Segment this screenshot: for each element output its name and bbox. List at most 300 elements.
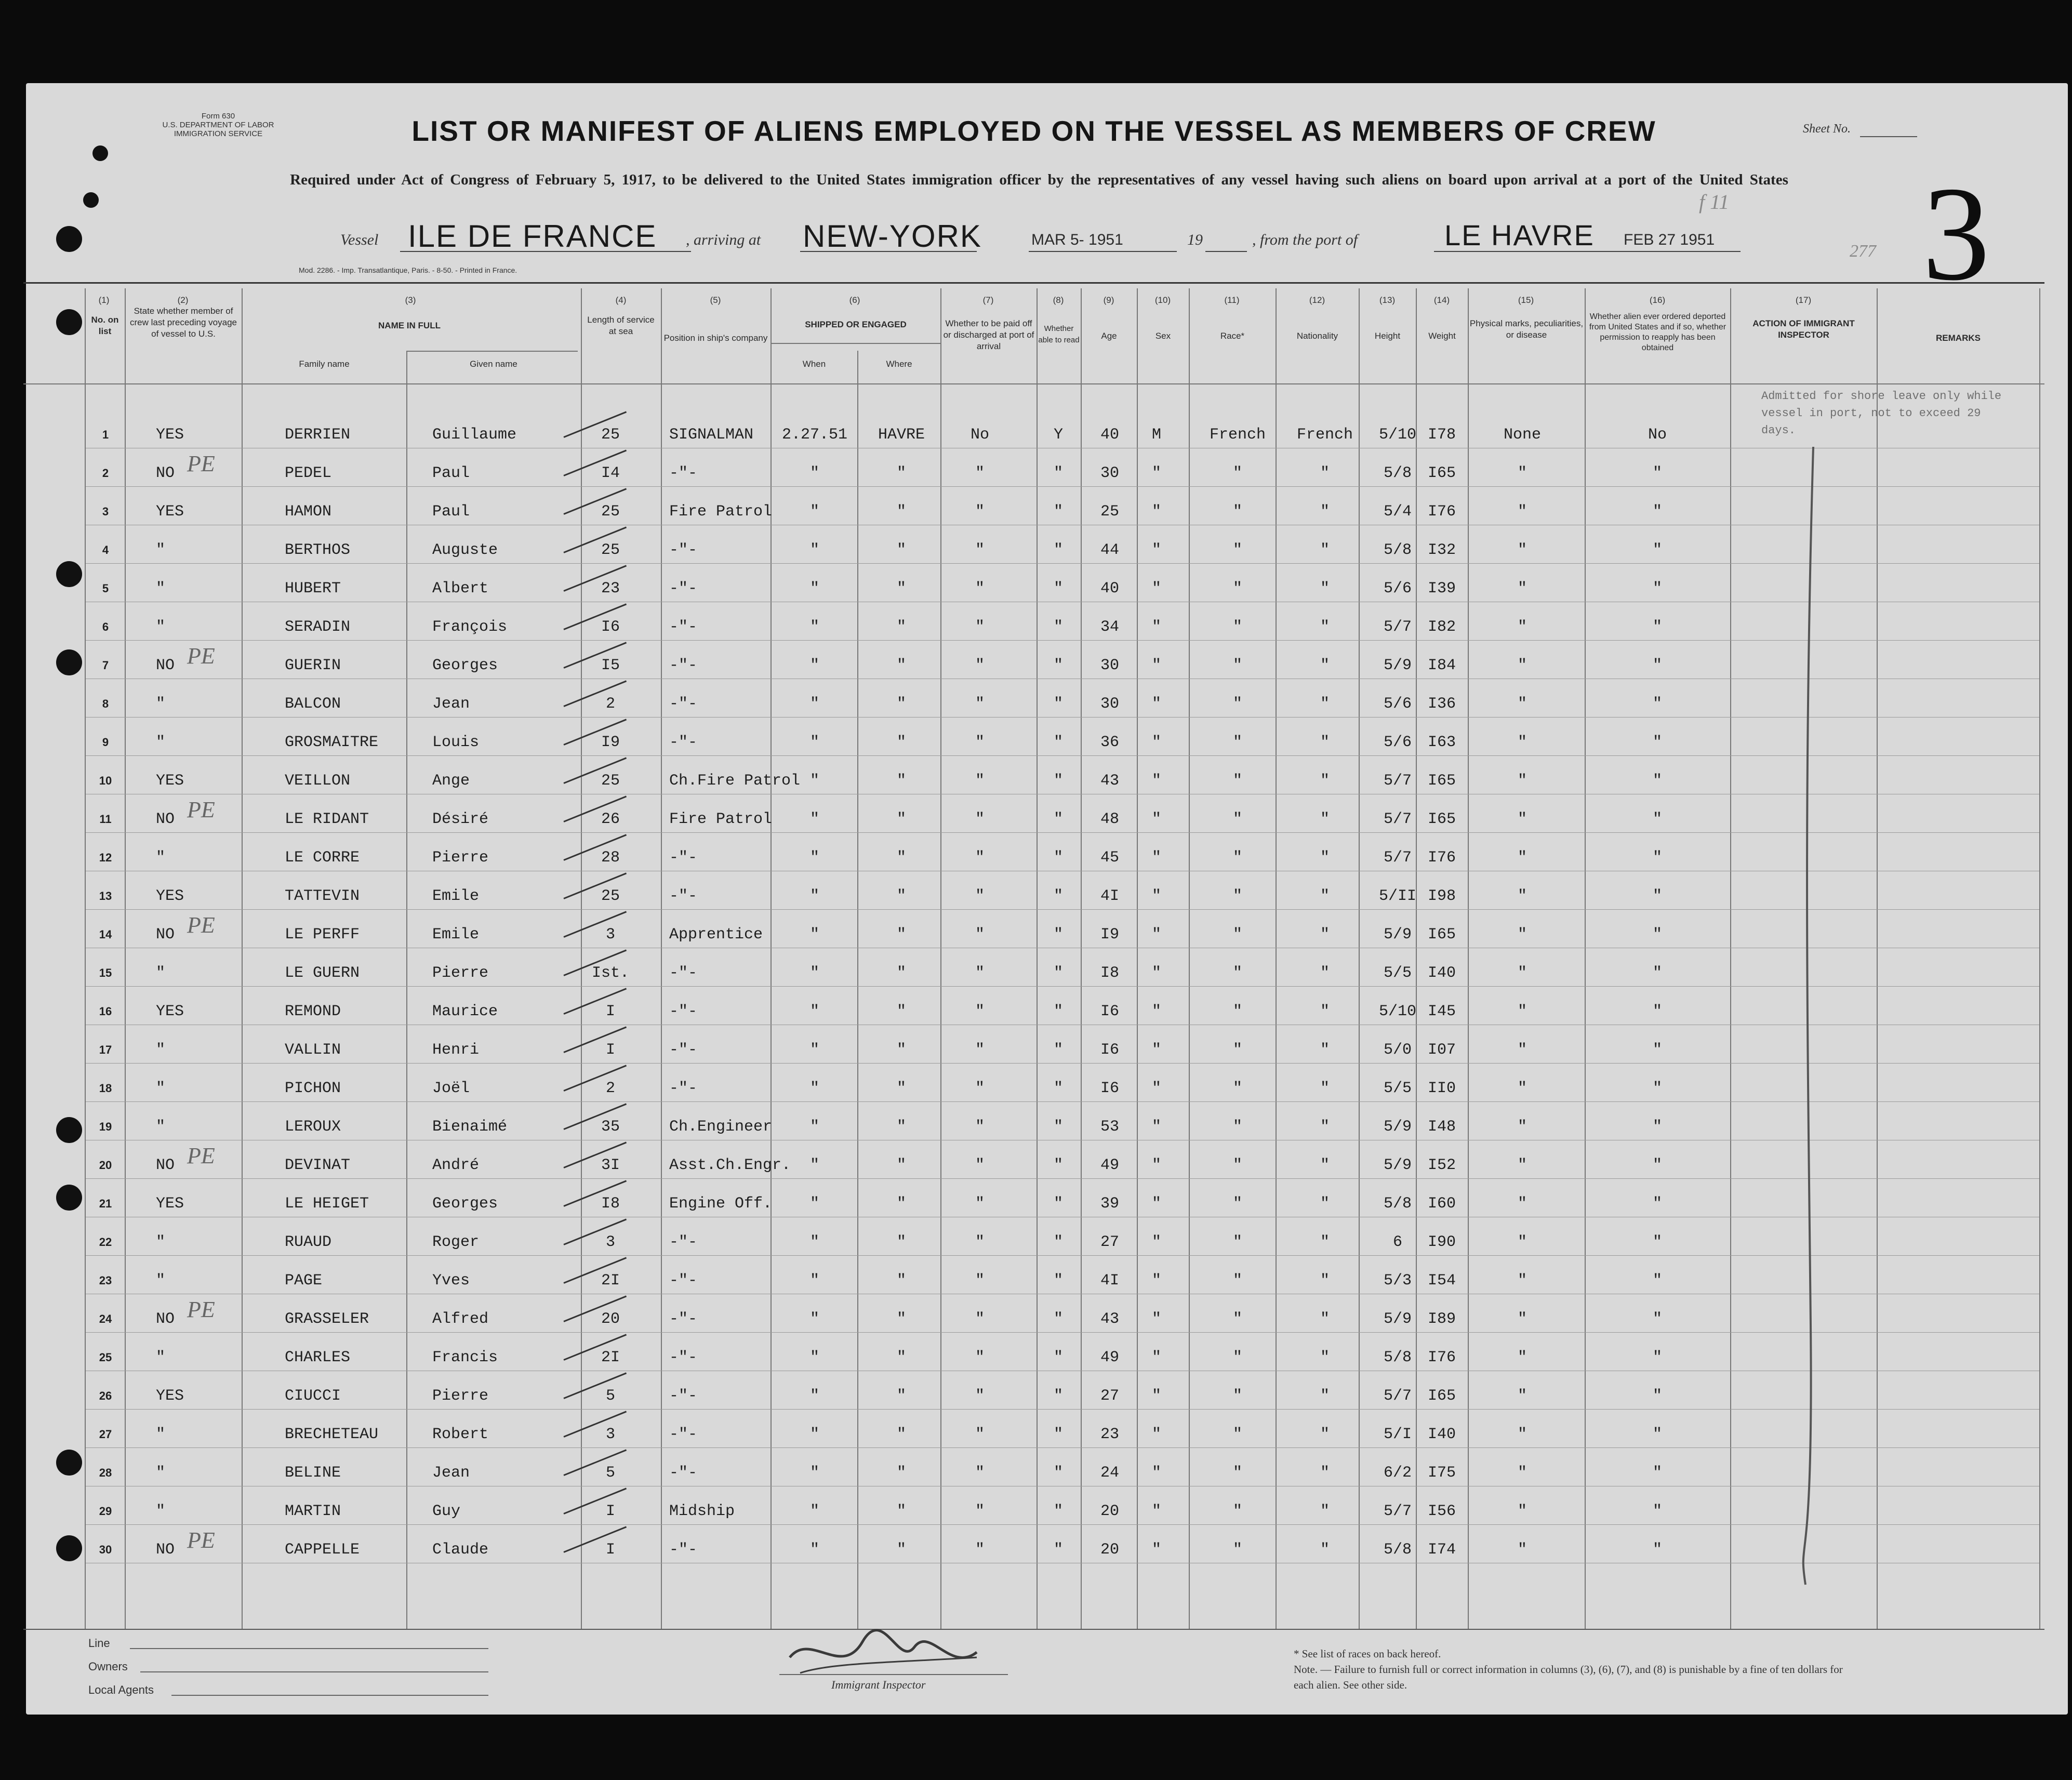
nationality: " — [1320, 1041, 1330, 1059]
age: 20 — [1100, 1541, 1120, 1559]
row-number: 10 — [99, 774, 112, 787]
member-status: " — [156, 1349, 166, 1366]
sex: " — [1151, 1387, 1162, 1405]
header-able-to-read: Whether able to read — [1038, 324, 1080, 344]
member-status: " — [156, 1503, 166, 1520]
shipped-where: " — [896, 541, 907, 559]
shipped-where: " — [896, 1426, 907, 1443]
age: 4I — [1100, 887, 1120, 905]
member-status: YES — [156, 426, 184, 444]
weight: I98 — [1427, 887, 1456, 905]
nationality: " — [1320, 1464, 1330, 1482]
line-field[interactable] — [130, 1648, 488, 1649]
family-name: CHARLES — [285, 1349, 351, 1366]
length-of-service: I9 — [601, 734, 620, 751]
family-name: LE GUERN — [285, 964, 360, 982]
given-name: Paul — [432, 503, 470, 521]
shipped-where: " — [896, 580, 907, 597]
able-to-read: " — [1053, 580, 1064, 597]
race: " — [1232, 887, 1243, 905]
weight: I84 — [1427, 657, 1456, 674]
weight: I82 — [1427, 618, 1456, 636]
family-name: BELINE — [285, 1464, 341, 1482]
deported: " — [1652, 1387, 1663, 1405]
length-of-service: 25 — [601, 772, 620, 790]
paid-off: " — [975, 1080, 985, 1097]
age: 23 — [1100, 1426, 1120, 1443]
row-number: 29 — [99, 1505, 112, 1518]
paid-off: " — [975, 1272, 985, 1290]
shipped-when: " — [809, 1233, 820, 1251]
nationality: " — [1320, 1195, 1330, 1213]
deported: " — [1652, 734, 1663, 751]
weight: I65 — [1427, 1387, 1456, 1405]
weight: I39 — [1427, 580, 1456, 597]
height: 6 — [1392, 1233, 1403, 1251]
deported: " — [1652, 618, 1663, 636]
family-name: LE RIDANT — [285, 811, 369, 828]
header-deported: Whether alien ever ordered deported from United States and if so, whether permission to reapply has been obtained — [1589, 312, 1726, 352]
weight: I36 — [1427, 695, 1456, 713]
age: I6 — [1100, 1080, 1120, 1097]
header-shipped-or-engaged: SHIPPED OR ENGAGED — [805, 320, 907, 329]
race: " — [1232, 1503, 1243, 1520]
given-name: Désiré — [432, 811, 489, 828]
length-of-service: I — [605, 1003, 616, 1020]
height: 5/6 — [1383, 695, 1412, 713]
length-of-service: I — [605, 1503, 616, 1520]
race: " — [1232, 541, 1243, 559]
able-to-read: " — [1053, 1503, 1064, 1520]
position: -"- — [669, 1464, 698, 1482]
shipped-where: " — [896, 1349, 907, 1366]
paid-off: " — [975, 1157, 985, 1174]
member-status: " — [156, 1080, 166, 1097]
length-of-service: 3 — [605, 1233, 616, 1251]
able-to-read: " — [1053, 1310, 1064, 1328]
height: 5/9 — [1383, 657, 1412, 674]
sex: " — [1151, 657, 1162, 674]
sex: " — [1151, 1541, 1162, 1559]
race: " — [1232, 849, 1243, 867]
able-to-read: " — [1053, 1080, 1064, 1097]
sheet-number-field[interactable] — [1860, 136, 1917, 137]
paid-off: " — [975, 1349, 985, 1366]
race: " — [1232, 1233, 1243, 1251]
position: -"- — [669, 1003, 698, 1020]
height: 5/I — [1383, 1426, 1412, 1443]
deported: " — [1652, 1003, 1663, 1020]
sex: " — [1151, 1041, 1162, 1059]
position: -"- — [669, 1233, 698, 1251]
shipped-when: " — [809, 1118, 820, 1136]
given-name: Emile — [432, 926, 480, 944]
race: " — [1232, 1118, 1243, 1136]
shipped-when: " — [809, 772, 820, 790]
able-to-read: " — [1053, 811, 1064, 828]
deported: " — [1652, 1195, 1663, 1213]
race: " — [1232, 1387, 1243, 1405]
sex: M — [1151, 426, 1162, 444]
position: Ch.Engineer — [669, 1118, 773, 1136]
shipped-where: " — [896, 1464, 907, 1482]
length-of-service: 25 — [601, 426, 620, 444]
pencil-mark: f 11 — [1699, 190, 1730, 214]
paid-off: " — [975, 887, 985, 905]
sex: " — [1151, 541, 1162, 559]
able-to-read: " — [1053, 618, 1064, 636]
sex: " — [1151, 1349, 1162, 1366]
paid-off: " — [975, 811, 985, 828]
sex: " — [1151, 695, 1162, 713]
position: Fire Patrol — [669, 811, 773, 828]
header-age: Age — [1101, 331, 1117, 341]
age: 49 — [1100, 1157, 1120, 1174]
sex: " — [1151, 772, 1162, 790]
position: -"- — [669, 1310, 698, 1328]
position: -"- — [669, 849, 698, 867]
height: 5/8 — [1383, 1541, 1412, 1559]
member-status: " — [156, 964, 166, 982]
shipped-where: " — [896, 1003, 907, 1020]
paid-off: " — [975, 1426, 985, 1443]
shipped-when: " — [809, 1195, 820, 1213]
nationality: " — [1320, 657, 1330, 674]
member-status: YES — [156, 1003, 184, 1020]
paid-off: " — [975, 1387, 985, 1405]
row-number: 21 — [99, 1197, 112, 1210]
paid-off: " — [975, 964, 985, 982]
shipped-when: " — [809, 1157, 820, 1174]
family-name: GUERIN — [285, 657, 341, 674]
physical-marks: " — [1517, 695, 1528, 713]
shipped-when: " — [809, 657, 820, 674]
given-name: Emile — [432, 887, 480, 905]
member-status: " — [156, 1118, 166, 1136]
shipped-when: " — [809, 1541, 820, 1559]
pe-annotation: PE — [187, 912, 215, 938]
header-family-name: Family name — [299, 359, 350, 369]
weight: I07 — [1427, 1041, 1456, 1059]
row-number: 18 — [99, 1082, 112, 1095]
deported: " — [1652, 1157, 1663, 1174]
physical-marks: " — [1517, 887, 1528, 905]
physical-marks: None — [1503, 426, 1542, 444]
position: -"- — [669, 1272, 698, 1290]
height: 5/9 — [1383, 1157, 1412, 1174]
nationality: " — [1320, 580, 1330, 597]
paid-off: " — [975, 772, 985, 790]
position: -"- — [669, 964, 698, 982]
header-physical-marks: Physical marks, peculiarities, or disease — [1469, 318, 1584, 340]
age: 43 — [1100, 1310, 1120, 1328]
position: -"- — [669, 464, 698, 482]
length-of-service: 25 — [601, 887, 620, 905]
arrival-date-stamp: MAR 5- 1951 — [1031, 231, 1123, 248]
form-identifier — [135, 112, 301, 138]
position: -"- — [669, 541, 698, 559]
age: 40 — [1100, 580, 1120, 597]
given-name: Claude — [432, 1541, 489, 1559]
able-to-read: Y — [1053, 426, 1064, 444]
nationality: " — [1320, 887, 1330, 905]
shipped-where: " — [896, 964, 907, 982]
arriving-label: , arriving at — [686, 231, 761, 248]
position: -"- — [669, 734, 698, 751]
physical-marks: " — [1517, 849, 1528, 867]
age: 20 — [1100, 1503, 1120, 1520]
sex: " — [1151, 1272, 1162, 1290]
deported: " — [1652, 1426, 1663, 1443]
paid-off: No — [970, 426, 990, 444]
paid-off: " — [975, 657, 985, 674]
height: 5/0 — [1383, 1041, 1412, 1059]
form-number: Form 630 — [201, 112, 235, 121]
race: " — [1232, 503, 1243, 521]
family-name: CAPPELLE — [285, 1541, 360, 1559]
weight: I48 — [1427, 1118, 1456, 1136]
paid-off: " — [975, 580, 985, 597]
nationality: " — [1320, 618, 1330, 636]
height: 5/7 — [1383, 811, 1412, 828]
family-name: DEVINAT — [285, 1157, 351, 1174]
able-to-read: " — [1053, 926, 1064, 944]
paid-off: " — [975, 1195, 985, 1213]
deported: " — [1652, 1118, 1663, 1136]
row-number: 20 — [99, 1159, 112, 1172]
sex: " — [1151, 734, 1162, 751]
deported: " — [1652, 1272, 1663, 1290]
race: " — [1232, 926, 1243, 944]
shipped-when: " — [809, 1387, 820, 1405]
family-name: PEDEL — [285, 464, 332, 482]
position: Ch.Fire Patrol — [669, 772, 801, 790]
pe-annotation: PE — [187, 797, 215, 822]
height: 6/2 — [1383, 1464, 1412, 1482]
deported: " — [1652, 503, 1663, 521]
weight: I56 — [1427, 1503, 1456, 1520]
weight: I45 — [1427, 1003, 1456, 1020]
immigrant-inspector-label: Immigrant Inspector — [831, 1678, 926, 1691]
member-status: NO — [156, 1310, 175, 1328]
length-of-service: I — [605, 1041, 616, 1059]
shipped-when: " — [809, 541, 820, 559]
paid-off: " — [975, 464, 985, 482]
nationality: " — [1320, 1310, 1330, 1328]
line-label: Line — [88, 1637, 110, 1650]
able-to-read: " — [1053, 772, 1064, 790]
age: 30 — [1100, 464, 1120, 482]
shipped-when: " — [809, 1310, 820, 1328]
weight: I32 — [1427, 541, 1456, 559]
nationality: " — [1320, 1426, 1330, 1443]
physical-marks: " — [1517, 1464, 1528, 1482]
shipped-where: " — [896, 1310, 907, 1328]
race: " — [1232, 1003, 1243, 1020]
family-name: CIUCCI — [285, 1387, 341, 1405]
row-number: 25 — [99, 1351, 112, 1364]
year-label: 19 — [1187, 231, 1203, 248]
header-when: When — [802, 359, 826, 369]
position: -"- — [669, 887, 698, 905]
able-to-read: " — [1053, 887, 1064, 905]
shipped-where: " — [896, 1118, 907, 1136]
able-to-read: " — [1053, 1272, 1064, 1290]
race: " — [1232, 772, 1243, 790]
weight: I40 — [1427, 1426, 1456, 1443]
able-to-read: " — [1053, 503, 1064, 521]
member-status: NO — [156, 926, 175, 944]
able-to-read: " — [1053, 1387, 1064, 1405]
nationality: " — [1320, 1349, 1330, 1366]
member-status: NO — [156, 464, 175, 482]
position: Apprentice — [669, 926, 763, 944]
deported: " — [1652, 849, 1663, 867]
owners-field[interactable] — [140, 1671, 488, 1672]
age: 25 — [1100, 503, 1120, 521]
race: French — [1209, 426, 1266, 444]
length-of-service: I4 — [601, 464, 620, 482]
deported: " — [1652, 1041, 1663, 1059]
sex: " — [1151, 887, 1162, 905]
length-of-service: I8 — [601, 1195, 620, 1213]
length-of-service: 3 — [605, 1426, 616, 1443]
height: 5/7 — [1383, 849, 1412, 867]
height: 5/II — [1378, 887, 1417, 905]
given-name: Guy — [432, 1503, 461, 1520]
position: -"- — [669, 1426, 698, 1443]
member-status: YES — [156, 1387, 184, 1405]
given-name: Robert — [432, 1426, 489, 1443]
length-of-service: 5 — [605, 1387, 616, 1405]
physical-marks: " — [1517, 541, 1528, 559]
deported: " — [1652, 1349, 1663, 1366]
length-of-service: I6 — [601, 618, 620, 636]
service-name: IMMIGRATION SERVICE — [174, 129, 263, 138]
position: -"- — [669, 1349, 698, 1366]
nationality: " — [1320, 503, 1330, 521]
header-position: Position in ship's company — [663, 333, 768, 343]
member-status: YES — [156, 772, 184, 790]
family-name: BERTHOS — [285, 541, 351, 559]
shipped-when: " — [809, 734, 820, 751]
shipped-where: " — [896, 926, 907, 944]
family-name: BRECHETEAU — [285, 1426, 379, 1443]
member-status: " — [156, 1426, 166, 1443]
header-sex: Sex — [1155, 331, 1171, 341]
family-name: LE PERFF — [285, 926, 360, 944]
physical-marks: " — [1517, 1349, 1528, 1366]
able-to-read: " — [1053, 1195, 1064, 1213]
deported: " — [1652, 1233, 1663, 1251]
header-name-in-full: NAME IN FULL — [378, 321, 441, 330]
race: " — [1232, 618, 1243, 636]
family-name: SERADIN — [285, 618, 351, 636]
shipped-when: " — [809, 811, 820, 828]
given-name: Joël — [432, 1080, 470, 1097]
shipped-where: " — [896, 811, 907, 828]
shipped-when: " — [809, 1349, 820, 1366]
paid-off: " — [975, 503, 985, 521]
weight: I54 — [1427, 1272, 1456, 1290]
row-number: 26 — [99, 1389, 112, 1402]
member-status: " — [156, 1233, 166, 1251]
height: 5/7 — [1383, 772, 1412, 790]
length-of-service: 2I — [601, 1272, 620, 1290]
row-number: 23 — [99, 1274, 112, 1287]
weight: I63 — [1427, 734, 1456, 751]
able-to-read: " — [1053, 1464, 1064, 1482]
row-number: 12 — [99, 851, 112, 864]
physical-marks: " — [1517, 503, 1528, 521]
sex: " — [1151, 1464, 1162, 1482]
sex: " — [1151, 964, 1162, 982]
weight: I75 — [1427, 1464, 1456, 1482]
pencil-page-number: 277 — [1850, 242, 1876, 261]
length-of-service: 26 — [601, 811, 620, 828]
shipped-where: " — [896, 1541, 907, 1559]
page-subtitle: Required under Act of Congress of February 5, 1917, to be delivered to the United States immigration officer by the representatives of any vessel having such aliens on board upon arrival at a port of the United States — [290, 171, 1788, 188]
physical-marks: " — [1517, 1426, 1528, 1443]
paid-off: " — [975, 926, 985, 944]
sex: " — [1151, 849, 1162, 867]
row-number: 13 — [99, 889, 112, 902]
height: 5/5 — [1383, 964, 1412, 982]
physical-marks: " — [1517, 1041, 1528, 1059]
paid-off: " — [975, 541, 985, 559]
length-of-service: 2 — [605, 695, 616, 713]
paid-off: " — [975, 618, 985, 636]
given-name: Ange — [432, 772, 470, 790]
family-name: PICHON — [285, 1080, 341, 1097]
length-of-service: 25 — [601, 503, 620, 521]
sex: " — [1151, 580, 1162, 597]
shipped-when: " — [809, 887, 820, 905]
local-agents-field[interactable] — [171, 1695, 488, 1696]
family-name: VEILLON — [285, 772, 351, 790]
height: 5/6 — [1383, 580, 1412, 597]
shipped-where: " — [896, 1272, 907, 1290]
member-status: " — [156, 734, 166, 751]
age: I8 — [1100, 964, 1120, 982]
row-number: 9 — [102, 736, 109, 749]
height: 5/8 — [1383, 1349, 1412, 1366]
able-to-read: " — [1053, 964, 1064, 982]
sex: " — [1151, 503, 1162, 521]
able-to-read: " — [1053, 1118, 1064, 1136]
position: Asst.Ch.Engr. — [669, 1157, 791, 1174]
position: -"- — [669, 1541, 698, 1559]
member-status: " — [156, 849, 166, 867]
height: 5/3 — [1383, 1272, 1412, 1290]
paid-off: " — [975, 1310, 985, 1328]
position: -"- — [669, 695, 698, 713]
nationality: " — [1320, 1118, 1330, 1136]
age: 48 — [1100, 811, 1120, 828]
shipped-when: " — [809, 618, 820, 636]
able-to-read: " — [1053, 1541, 1064, 1559]
nationality: " — [1320, 772, 1330, 790]
arriving-port: NEW-YORK — [803, 219, 982, 254]
physical-marks: " — [1517, 464, 1528, 482]
header-nationality: Nationality — [1296, 331, 1338, 341]
header-height: Height — [1374, 331, 1401, 341]
shipped-where: HAVRE — [878, 426, 925, 444]
race: " — [1232, 1541, 1243, 1559]
shipped-when: " — [809, 1464, 820, 1482]
sex: " — [1151, 1080, 1162, 1097]
shipped-when: " — [809, 1503, 820, 1520]
